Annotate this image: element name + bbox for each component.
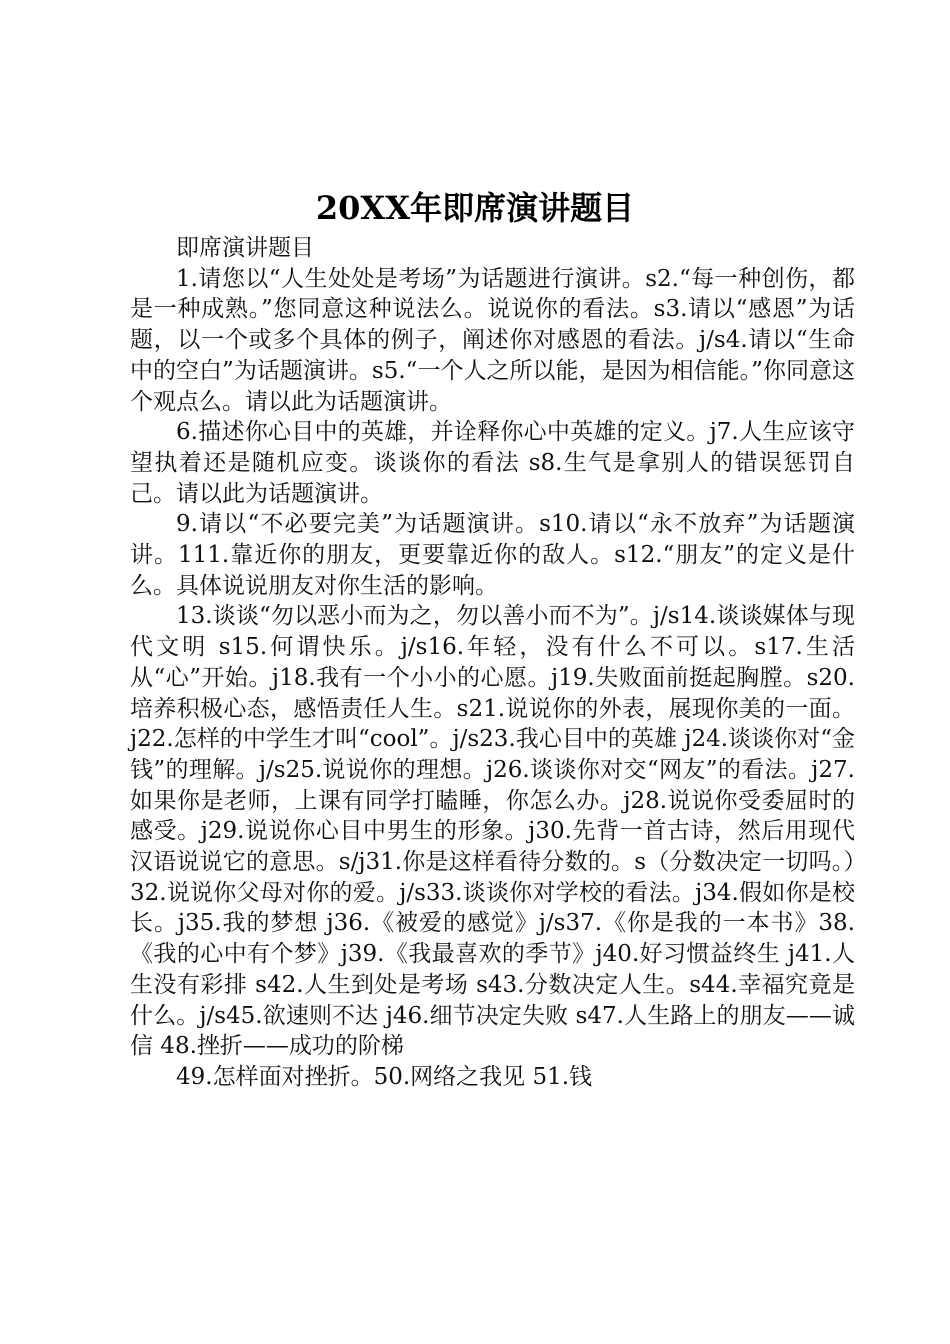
document-body xyxy=(130,233,855,1093)
paragraph: 49.怎样面对挫折。50.网络之我见 51.钱 xyxy=(176,1063,593,1090)
paragraph: 6.描述你心目中的英雄，并诠释你心中英雄的定义。j7.人生应该守望执着还是随机应变。谈谈你的看法 s8.生气是拿别人的错误惩罚自己。请以此为话题演讲。 xyxy=(130,419,855,507)
body-heading: 即席演讲题目 xyxy=(176,235,314,261)
paragraph: 1.请您以“人生处处是考场”为话题进行演讲。s2.“每一种创伤，都是一种成熟。”您同意这种说法么。说说你的看法。s3.请以“感恩”为话题，以一个或多个具体的例子，阐述你对感恩的看法。j/s4.请以“生命中的空白”为话题演讲。s5.“一个人之所以能，是因为相信能。”你同意这个观点么。请以此为话题演讲。 xyxy=(130,265,855,415)
document-title: 20XX年即席演讲题目 xyxy=(315,189,635,227)
paragraph: 9.请以“不必要完美”为话题演讲。s10.请以“永不放弃”为话题演讲。111.靠近你的朋友，更要靠近你的敌人。s12.“朋友”的定义是什么。具体说说朋友对你生活的影响。 xyxy=(130,511,855,599)
paragraph: 13.谈谈“勿以恶小而为之，勿以善小而不为”。j/s14.谈谈媒体与现代文明 s15.何谓快乐。j/s16.年轻，没有什么不可以。s17.生活从“心”开始。j18.我有一个小小的心愿。j19.失败面前挺起胸膛。s20.培养积极心态，感悟责任人生。s21.说说你的外表，展现你美的一面。j22.怎样的中学生才叫“cool”。j/s23.我心目中的英雄 j24.谈谈你对“金钱”的理解。j/s25.说说你的理想。j26.谈谈你对交“网友”的看法。j27.如果你是老师，上课有同学打瞌睡，你怎么办。j28.说说你受委屈时的感受。j29.说说你心目中男生的形象。j30.先背一首古诗，然后用现代汉语说说它的意思。s/j31.你是这样看待分数的。s（分数决定一切吗。）32.说说你父母对你的爱。j/s33.谈谈你对学校的看法。j34.假如你是校长。j35.我的梦想 j36.《被爱的感觉》j/s37.《你是我的一本书》38.《我的心中有个梦》j39.《我最喜欢的季节》j40.好习惯益终生 j41.人生没有彩排 s42.人生到处是考场 s43.分数决定人生。s44.幸福究竟是什么。j/s45.欲速则不达 j46.细节决定失败 s47.人生路上的朋友——诚信 48.挫折——成功的阶梯 xyxy=(130,603,855,1060)
